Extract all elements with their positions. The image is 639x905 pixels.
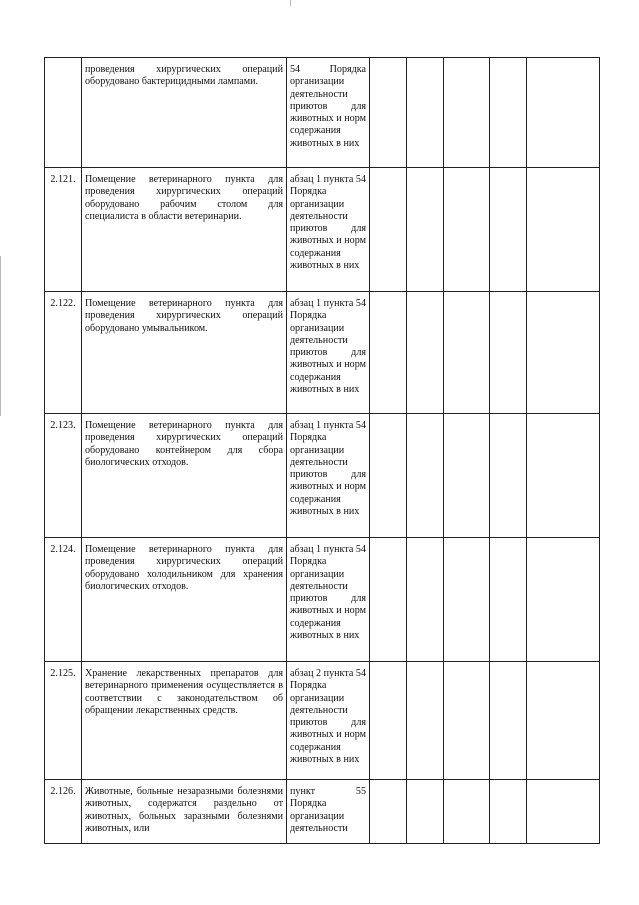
legal-reference: абзац 1 пункта 54 Порядка организации деятельности приютов для животных и норм содержания животных в них (287, 168, 370, 292)
row-number (45, 58, 82, 168)
table-row (45, 662, 600, 780)
answer-cell-yes (370, 662, 407, 780)
table-row (45, 168, 600, 292)
answer-cell-no (407, 58, 444, 168)
answer-cell-not-applicable (444, 292, 490, 414)
answer-cell-no (407, 662, 444, 780)
legal-reference: 54 Порядка организации деятельности приютов для животных и норм содержания животных в них (287, 58, 370, 168)
answer-cell-extra (490, 538, 527, 662)
answer-cell-extra (490, 168, 527, 292)
row-number: 2.124. (45, 538, 82, 662)
row-number: 2.121. (45, 168, 82, 292)
requirement-text: проведения хирургических операций оборудовано бактерицидными лампами. (82, 58, 287, 168)
answer-cell-not-applicable (444, 538, 490, 662)
remarks-cell (527, 662, 600, 780)
row-number: 2.123. (45, 414, 82, 538)
requirement-text: Животные, больные незаразными болезнями животных, содержатся раздельно от животных, больных заразными болезнями животных, или (82, 780, 287, 844)
answer-cell-not-applicable (444, 780, 490, 844)
table-row (45, 780, 600, 844)
legal-reference: абзац 2 пункта 54 Порядка организации деятельности приютов для животных и норм содержания животных в них (287, 662, 370, 780)
answer-cell-not-applicable (444, 58, 490, 168)
answer-cell-yes (370, 538, 407, 662)
table-row (45, 58, 600, 168)
answer-cell-extra (490, 780, 527, 844)
legal-reference: абзац 1 пункта 54 Порядка организации деятельности приютов для животных и норм содержания животных в них (287, 292, 370, 414)
remarks-cell (527, 414, 600, 538)
answer-cell-not-applicable (444, 662, 490, 780)
answer-cell-not-applicable (444, 414, 490, 538)
requirement-text: Помещение ветеринарного пункта для проведения хирургических операций оборудовано умывальником. (82, 292, 287, 414)
remarks-cell (527, 58, 600, 168)
scan-edge-mark-left (0, 256, 1, 416)
answer-cell-yes (370, 58, 407, 168)
answer-cell-yes (370, 292, 407, 414)
answer-cell-extra (490, 414, 527, 538)
remarks-cell (527, 780, 600, 844)
answer-cell-no (407, 780, 444, 844)
row-number: 2.126. (45, 780, 82, 844)
checklist-table (44, 57, 600, 844)
answer-cell-no (407, 292, 444, 414)
answer-cell-no (407, 414, 444, 538)
remarks-cell (527, 168, 600, 292)
answer-cell-yes (370, 414, 407, 538)
requirement-text: Помещение ветеринарного пункта для проведения хирургических операций оборудовано рабочим столом для специалиста в области ветеринарии. (82, 168, 287, 292)
table-row (45, 414, 600, 538)
row-number: 2.125. (45, 662, 82, 780)
answer-cell-not-applicable (444, 168, 490, 292)
table-row (45, 292, 600, 414)
answer-cell-extra (490, 662, 527, 780)
answer-cell-no (407, 168, 444, 292)
scan-edge-mark-top (290, 0, 291, 6)
answer-cell-yes (370, 780, 407, 844)
remarks-cell (527, 538, 600, 662)
legal-reference: пункт 55 Порядка организации деятельности (287, 780, 370, 844)
answer-cell-extra (490, 292, 527, 414)
requirement-text: Помещение ветеринарного пункта для проведения хирургических операций оборудовано холодильником для хранения биологических отходов. (82, 538, 287, 662)
row-number: 2.122. (45, 292, 82, 414)
answer-cell-extra (490, 58, 527, 168)
answer-cell-no (407, 538, 444, 662)
answer-cell-yes (370, 168, 407, 292)
requirement-text: Помещение ветеринарного пункта для проведения хирургических операций оборудовано контейнером для сбора биологических отходов. (82, 414, 287, 538)
table-row (45, 538, 600, 662)
requirement-text: Хранение лекарственных препаратов для ветеринарного применения осуществляется в соответствии с законодательством об обращении лекарственных средств. (82, 662, 287, 780)
remarks-cell (527, 292, 600, 414)
legal-reference: абзац 1 пункта 54 Порядка организации деятельности приютов для животных и норм содержания животных в них (287, 414, 370, 538)
legal-reference: абзац 1 пункта 54 Порядка организации деятельности приютов для животных и норм содержания животных в них (287, 538, 370, 662)
